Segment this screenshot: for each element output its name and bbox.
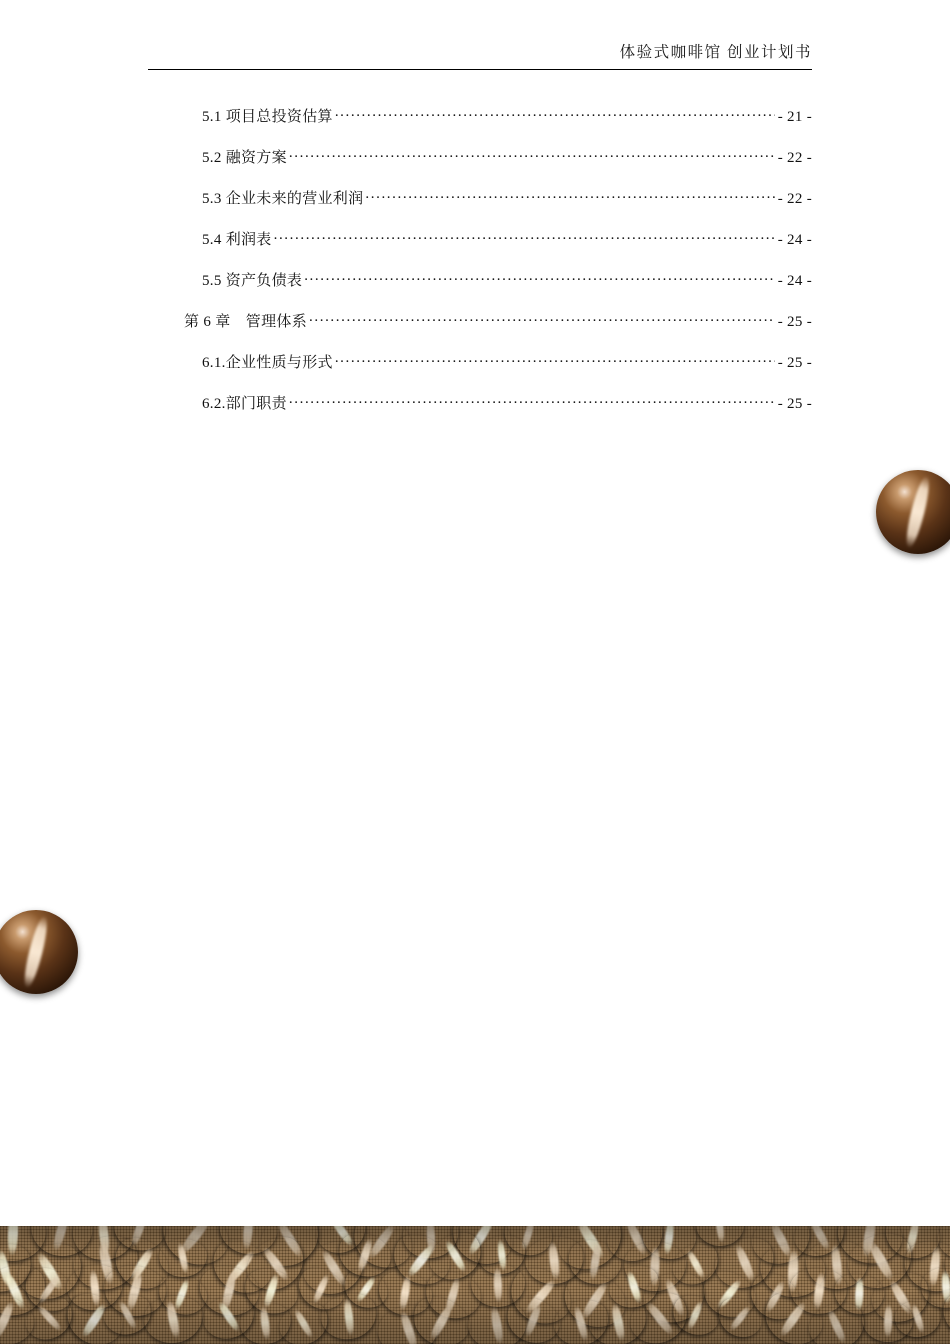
toc-entry-label: 6.2.部门职责 [202, 396, 287, 412]
toc-entry-label: 5.4 利润表 [202, 232, 272, 248]
toc-entry-page: - 25 - [777, 355, 812, 371]
toc-leader-dots [309, 311, 775, 326]
toc-leader-dots [289, 147, 775, 162]
toc-entry[interactable] [202, 351, 812, 392]
toc-entry-label: 5.1 项目总投资估算 [202, 109, 333, 125]
header-title: 体验式咖啡馆 创业计划书 [619, 44, 812, 61]
toc-leader-dots [289, 393, 775, 408]
toc-entry[interactable] [202, 392, 812, 433]
coffee-beans-photo-strip [0, 1226, 950, 1344]
toc-entry-label: 5.2 融资方案 [202, 150, 287, 166]
toc-entry[interactable] [202, 105, 812, 146]
coffee-bean-icon [876, 470, 950, 554]
document-header [148, 40, 812, 70]
toc-leader-dots [335, 106, 775, 121]
toc-entry[interactable] [202, 146, 812, 187]
toc-entry-page: - 22 - [777, 191, 812, 207]
toc-entry-label: 5.5 资产负债表 [202, 273, 303, 289]
toc-leader-dots [365, 188, 774, 203]
toc-entry-label: 6.1.企业性质与形式 [202, 355, 333, 371]
toc-entry-page: - 25 - [777, 314, 812, 330]
toc-entry-page: - 22 - [777, 150, 812, 166]
toc-leader-dots [274, 229, 775, 244]
table-of-contents [148, 105, 812, 433]
toc-entry-label: 第 6 章 管理体系 [184, 314, 308, 330]
toc-leader-dots [335, 352, 775, 367]
toc-entry-label: 5.3 企业未来的营业利润 [202, 191, 364, 207]
toc-entry[interactable] [202, 228, 812, 269]
coffee-bean-icon [0, 910, 78, 994]
header-divider [148, 69, 812, 70]
toc-entry-page: - 24 - [777, 232, 812, 248]
toc-entry[interactable] [202, 187, 812, 228]
toc-entry-page: - 24 - [777, 273, 812, 289]
toc-entry[interactable] [184, 310, 812, 351]
toc-entry-page: - 21 - [777, 109, 812, 125]
toc-leader-dots [304, 270, 775, 285]
toc-entry-page: - 25 - [777, 396, 812, 412]
toc-entry[interactable] [202, 269, 812, 310]
